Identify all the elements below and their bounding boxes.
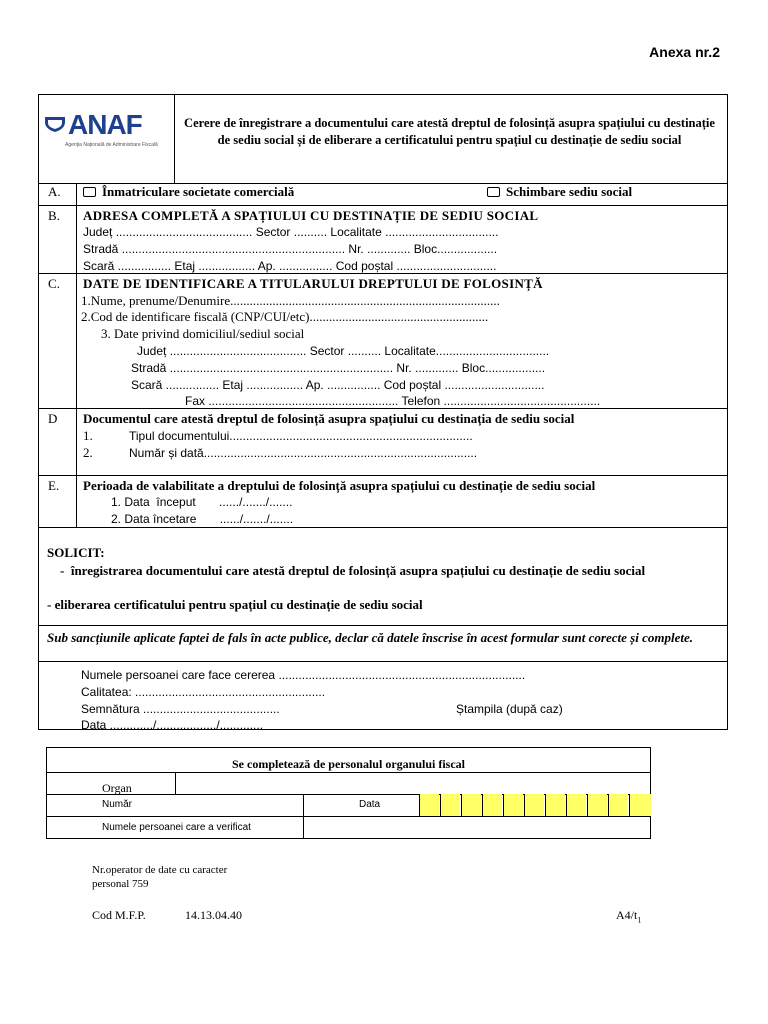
section-c-label: C. [48,276,60,291]
holder-address-heading: 3. Date privind domiciliul/sediul social [101,326,305,341]
holder-tax-code-field[interactable]: 2.Cod de identificare fiscală (CNP/CUI/etc)....................................................... [81,309,489,324]
logo-subtitle: Agenția Națională de Administrare Fiscală [65,142,158,148]
signature-field[interactable]: Semnătura ......................................... [81,702,280,716]
fiscal-table-heading: Se completează de personalul organului fiscal [232,757,465,771]
checkbox-change-seat[interactable] [487,187,500,197]
request-heading: SOLICIT: [47,545,105,560]
fiscal-col-divider [303,794,304,839]
form-code [616,908,641,924]
applicant-name-field[interactable]: Numele persoanei care face cererea .......................................................................... [81,668,526,682]
date-label: Data [359,799,381,810]
section-e-heading: Perioada de valabilitate a dreptului de folosință asupra spațiului cu destinație de sediu social [83,478,596,493]
date-digit-cell[interactable] [524,794,544,816]
section-b-heading: ADRESA COMPLETĂ A SPAȚIULUI CU DESTINAȚIE DE SEDIU SOCIAL [83,208,539,223]
request-item-certificate: - eliberarea certificatului pentru spațiul cu destinație de sediu social [47,597,423,612]
document-number-date-field[interactable]: Număr și dată.................................................................................. [129,446,478,460]
date-digit-cell[interactable] [545,794,565,816]
option-registration-label: Înmatriculare societate comercială [102,184,295,199]
mfp-code-value: 14.13.04.40 [185,908,242,922]
number-label: Număr [102,799,133,810]
holder-name-field[interactable]: 1.Nume, prenume/Denumire................................................................................... [81,293,500,308]
option-change-seat[interactable] [487,184,632,200]
end-date-field[interactable]: 2. Data încetare ....../......./....... [111,512,294,526]
address-line-county[interactable]: Județ ......................................... Sector .......... Localitate .................................. [83,225,499,239]
request-form [38,94,728,730]
form-code-subscript: 1 [637,915,642,925]
option-registration[interactable] [83,184,294,200]
application-date-field[interactable]: Data ............./................../............. [81,718,264,732]
false-statement-declaration: Sub sancțiunile aplicate faptei de fals în acte publice, declar că datele înscrise în acest formular sunt corecte și complete. [47,630,693,645]
date-digit-cell[interactable] [482,794,502,816]
header-divider [174,95,175,183]
address-line-street[interactable]: Stradă ................................................................... Nr. ............. Bloc.................. [83,242,498,256]
date-digit-cell[interactable] [440,794,460,816]
form-title: Cerere de înregistrare a documentului care atestă dreptul de folosință asupra spațiului cu destinație de sediu social și de eliberare a certificatului pentru spațiul cu destinație de sediu social [184,116,715,147]
section-e-label: E. [48,478,60,493]
fiscal-col-divider [175,772,176,794]
holder-address-street[interactable]: Stradă ................................................................... Nr. ............. Bloc.................. [131,361,546,375]
row-divider [39,527,727,528]
fiscal-staff-table [46,747,651,839]
row-divider [39,475,727,476]
date-digit-cell[interactable] [419,794,439,816]
operator-line-1: Nr.operator de date cu caracter [92,864,228,876]
row-divider [39,625,727,626]
section-b-label: B. [48,208,60,223]
request-item-registration: - înregistrarea documentului care atestă dreptul de folosință asupra spațiului cu destinație de sediu social [47,563,646,578]
date-digit-cell[interactable] [608,794,628,816]
option-change-seat-label: Schimbare sediu social [506,184,633,199]
section-d-heading: Documentul care atestă dreptul de folosință asupra spațiului cu destinația de sediu social [83,411,575,426]
document-number-number: 2. [83,445,93,460]
mfp-code-label: Cod M.F.P. [92,908,146,922]
holder-address-staircase[interactable]: Scară ................ Etaj ................. Ap. ................ Cod poștal .............................. [131,378,545,392]
verifier-label: Numele persoanei care a verificat [102,822,251,833]
checkbox-registration[interactable] [83,187,96,197]
anaf-logo [39,95,174,183]
document-type-field[interactable]: Tipul documentului......................................................................... [129,429,473,443]
applicant-quality-field[interactable]: Calitatea: ......................................................... [81,685,326,699]
logo-text: ANAF [68,109,142,140]
fiscal-row-divider [47,772,650,773]
address-line-staircase[interactable]: Scară ................ Etaj ................. Ap. ................ Cod poștal .............................. [83,259,497,273]
section-a-label: A. [48,184,61,199]
document-type-number: 1. [83,428,93,443]
anaf-emblem-icon [44,115,66,133]
date-digit-cell[interactable] [566,794,586,816]
start-date-field[interactable]: 1. Data început ....../......./....... [111,495,293,509]
form-code-main: A4/t [616,908,638,922]
organ-label: Organ [102,781,132,795]
holder-address-county[interactable]: Județ ......................................... Sector .......... Localitate.................................. [137,344,550,358]
date-digit-cell[interactable] [587,794,607,816]
holder-fax-phone[interactable]: Fax ......................................................... Telefon ............................................... [185,394,601,408]
operator-line-2: personal 759 [92,878,149,890]
label-column-divider [76,183,77,527]
annex-number: Anexa nr.2 [649,44,720,60]
fiscal-row-divider [47,816,650,817]
row-divider [39,205,727,206]
row-divider [39,661,727,662]
section-c-heading: DATE DE IDENTIFICARE A TITULARULUI DREPTULUI DE FOLOSINȚĂ [83,276,543,291]
section-d-label: D [48,411,58,426]
date-digit-cell[interactable] [503,794,523,816]
date-digit-cell[interactable] [461,794,481,816]
stamp-label: Ștampila (după caz) [456,702,563,716]
date-digit-cell[interactable] [629,794,651,816]
